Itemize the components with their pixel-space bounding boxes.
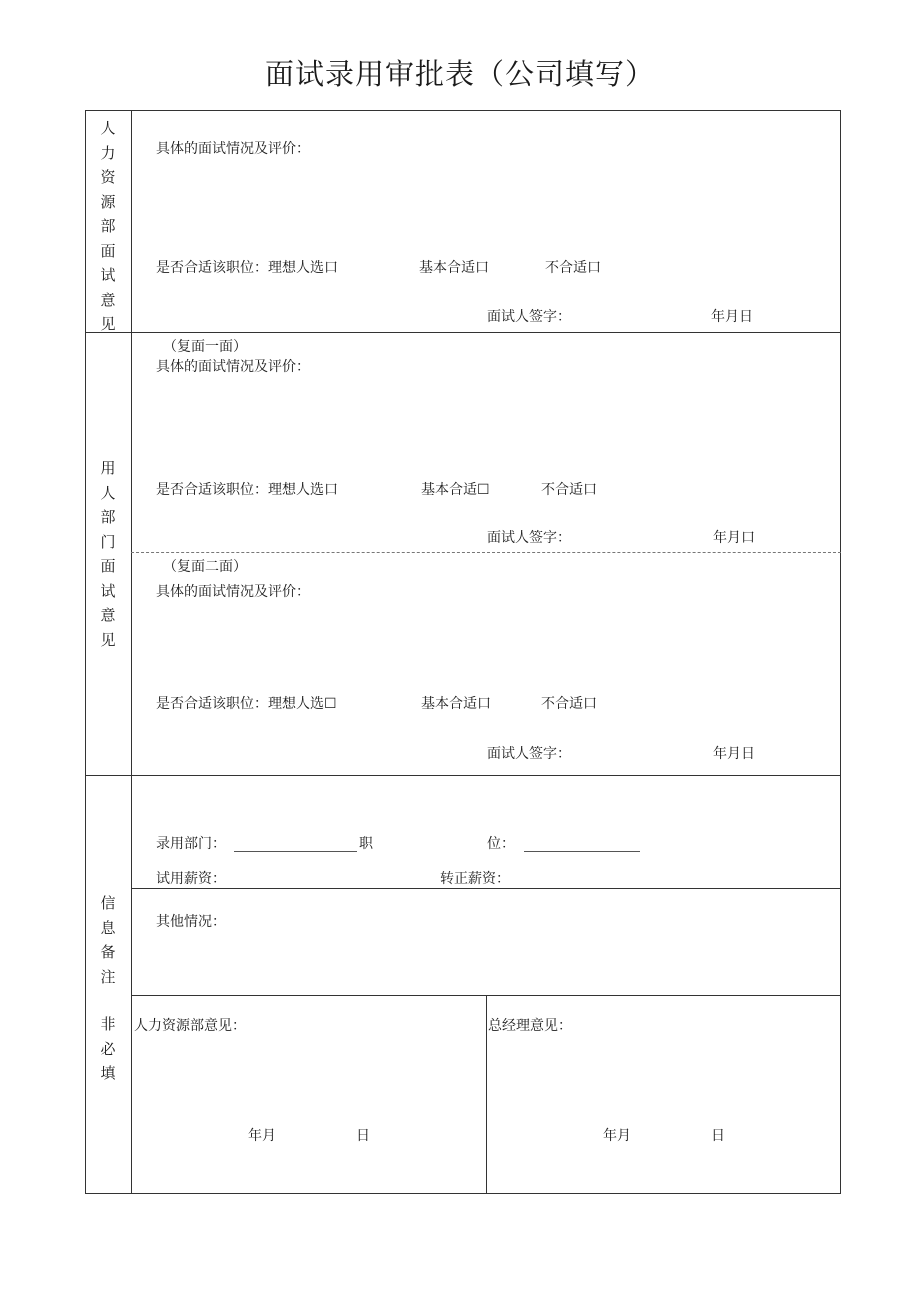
hr-suitability-ideal[interactable]: 是否合适该职位：理想人选口 (156, 260, 338, 276)
round2-signature-label: 面试人签字： (487, 746, 571, 762)
hr-suitability-unsuitable[interactable]: 不合适口 (545, 260, 601, 276)
hr-opinion-date-d: 日 (356, 1128, 370, 1144)
hr-evaluation-label: 具体的面试情况及评价： (156, 141, 310, 157)
regular-salary-label: 转正薪资： (440, 871, 510, 887)
hr-opinion-date-ym: 年月 (248, 1128, 276, 1144)
dept-section-label: 用 人 部 门 面 试 意 见 (100, 459, 116, 649)
round2-suitability-ideal[interactable]: 是否合适该职位：理想人选☐ (156, 696, 337, 712)
probation-salary-label: 试用薪资： (156, 871, 226, 887)
hr-date-label: 年月日 (711, 309, 753, 325)
round2-suitability-basic[interactable]: 基本合适口 (421, 696, 491, 712)
hire-dept-label: 录用部门： (156, 836, 226, 852)
row-divider-salary (131, 888, 841, 889)
row-divider-dept (85, 775, 841, 776)
round1-suitability-ideal[interactable]: 是否合适该职位：理想人选口 (156, 482, 338, 498)
gm-opinion-label: 总经理意见： (488, 1018, 572, 1034)
round1-suitability-unsuitable[interactable]: 不合适口 (541, 482, 597, 498)
round2-suitability-unsuitable[interactable]: 不合适口 (541, 696, 597, 712)
round1-signature-label: 面试人签字： (487, 530, 571, 546)
hr-suitability-basic[interactable]: 基本合适口 (419, 260, 489, 276)
optional-label: 非 必 填 (100, 1015, 116, 1082)
row-divider-hr (85, 332, 841, 333)
hr-signature-label: 面试人签字： (487, 309, 571, 325)
position-field[interactable] (524, 851, 640, 852)
hr-section-label: 人 力 资 源 部 面 试 意 见 (100, 119, 116, 333)
round2-evaluation-label: 具体的面试情况及评价： (156, 584, 310, 600)
gm-opinion-date-d: 日 (711, 1128, 725, 1144)
position-label-2: 位： (487, 836, 515, 852)
round1-suitability-basic[interactable]: 基本合适☐ (421, 482, 490, 498)
hire-dept-field[interactable] (234, 851, 357, 852)
position-label-1: 职 (359, 836, 373, 852)
round2-date-label: 年月日 (713, 746, 755, 762)
round2-heading: （复面二面） (163, 559, 247, 575)
other-info-label: 其他情况： (156, 914, 226, 930)
info-section-label: 信 息 备 注 (100, 894, 116, 986)
hr-opinion-label: 人力资源部意见： (134, 1018, 246, 1034)
row-divider-round (131, 552, 841, 553)
gm-opinion-date-ym: 年月 (603, 1128, 631, 1144)
label-column-divider (131, 110, 132, 1194)
round1-evaluation-label: 具体的面试情况及评价： (156, 359, 310, 375)
round1-date-label: 年月口 (713, 530, 755, 546)
opinion-column-divider (486, 995, 487, 1194)
page-title: 面试录用审批表（公司填写） (264, 57, 655, 91)
round1-heading: （复面一面） (163, 339, 247, 355)
